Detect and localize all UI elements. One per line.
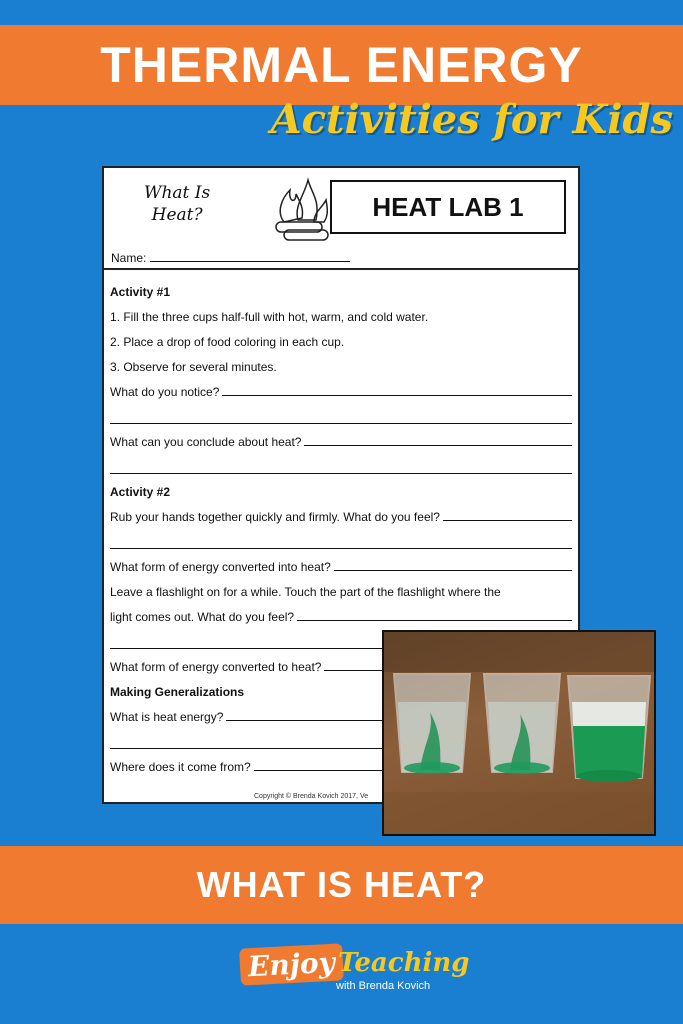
answer-line	[110, 524, 572, 549]
step-2: 2. Place a drop of food coloring in each cup.	[110, 335, 345, 349]
generalizations-heading: Making Generalizations	[110, 685, 245, 699]
question-conclude	[110, 424, 572, 449]
answer-line	[110, 399, 572, 424]
page-title: THERMAL ENERGY	[100, 37, 583, 93]
question-notice	[110, 374, 572, 399]
logo-with: with Brenda Kovich	[336, 980, 431, 992]
cups-illustration	[384, 632, 654, 834]
worksheet-header	[104, 168, 578, 270]
cup-hot	[394, 674, 470, 774]
question-form-1	[110, 549, 572, 574]
logo-enjoy: Enjoy	[239, 943, 344, 985]
brand-logo	[0, 940, 683, 1000]
question-flashlight-2-text: light comes out. What do you feel?	[110, 610, 295, 624]
lab-title: HEAT LAB 1	[330, 180, 566, 234]
question-flashlight-2	[110, 599, 572, 624]
worksheet-heading	[144, 182, 210, 226]
question-come-from-text: Where does it come from?	[110, 760, 251, 774]
question-heat-energy-text: What is heat energy?	[110, 710, 224, 724]
name-line	[150, 250, 350, 262]
logo-teaching: Teaching	[338, 948, 470, 978]
question-rub-text: Rub your hands together quickly and firmly. What do you feel?	[110, 510, 440, 524]
question-flashlight-1: Leave a flashlight on for a while. Touch the part of the flashlight where the	[110, 585, 501, 599]
step-1: 1. Fill the three cups half-full with hot, warm, and cold water.	[110, 310, 429, 324]
question-form-1-text: What form of energy converted into heat?	[110, 560, 331, 574]
activity-1-heading: Activity #1	[110, 285, 171, 299]
name-field	[111, 250, 350, 265]
question-form-2-text: What form of energy converted to heat?	[110, 660, 322, 674]
copyright: Copyright © Brenda Kovich 2017, Ve	[254, 793, 369, 800]
bottom-title: WHAT IS HEAT?	[196, 864, 487, 905]
campfire-icon	[270, 172, 332, 242]
question-rub	[110, 499, 572, 524]
bottom-banner	[0, 846, 683, 924]
subtitle: Activities for Kids	[270, 96, 673, 143]
question-conclude-text: What can you conclude about heat?	[110, 435, 302, 449]
step-3: 3. Observe for several minutes.	[110, 360, 277, 374]
heading-line-2: Heat?	[151, 205, 203, 225]
heading-line-1: What Is	[144, 183, 211, 203]
cup-warm	[484, 674, 560, 774]
activity-2-heading: Activity #2	[110, 485, 171, 499]
cup-cold	[568, 676, 650, 782]
answer-line	[110, 449, 572, 474]
cups-photo	[382, 630, 656, 836]
question-notice-text: What do you notice?	[110, 385, 220, 399]
title-banner	[0, 25, 683, 105]
name-label: Name:	[111, 251, 147, 265]
